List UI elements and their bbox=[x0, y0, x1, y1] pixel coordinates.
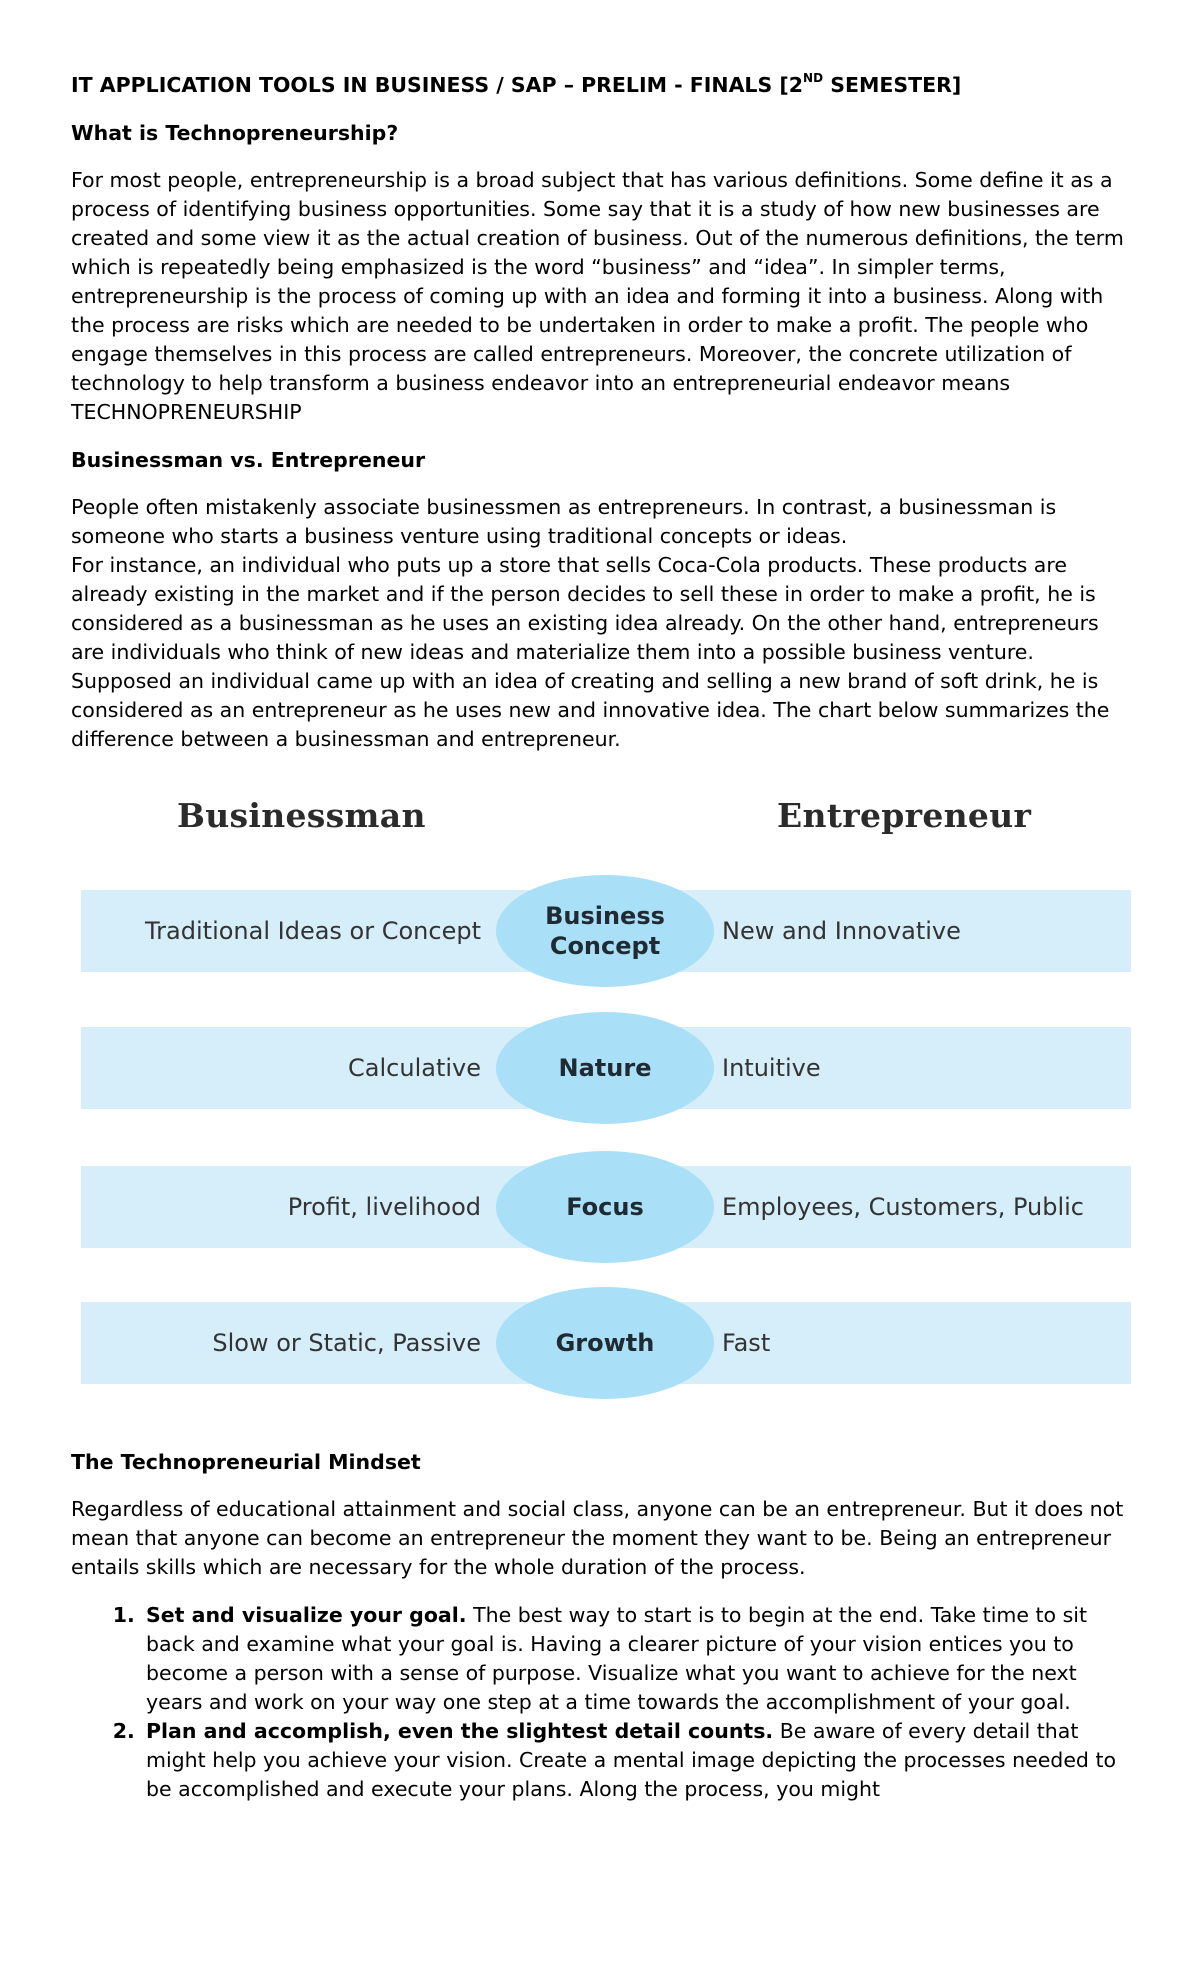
list-item-text: The best way to start is to begin at the end. Take time to sit back and examine what your goal is. Having a clearer picture of your vision entices you to become a person with a sense of purpose. Visualize what you want to achieve for the next years and work on your way one step at a time towards the accomplishment of your goal. bbox=[146, 1602, 1088, 1714]
businessman-trait: Profit, livelihood bbox=[287, 1192, 481, 1221]
heading-what-is-technopreneurship: What is Technopreneurship? bbox=[71, 120, 399, 145]
paragraph-instance: For instance, an individual who puts up a store that sells Coca-Cola products. These products are already existing in the market and if the person decides to sell these in order to make a profit, he is considered as a businessman as he uses an existing idea already. On the other hand, entrepreneurs are individuals who think of new ideas and materialize them into a possible business venture. Supposed an individual came up with an idea of creating and selling a new brand of soft drink, he is considered as an entrepreneur as he uses new and innovative idea. The chart below summarizes the difference between a businessman and entrepreneur. bbox=[71, 552, 1110, 751]
criterion-oval bbox=[496, 1287, 714, 1399]
heading-businessman-vs-entrepreneur: Businessman vs. Entrepreneur bbox=[71, 447, 426, 472]
list-item-text: Be aware of every detail that might help you achieve your vision. Create a mental image depicting the processes needed to be accomplished and execute your plans. Along the process, you might bbox=[146, 1718, 1117, 1801]
criterion-oval bbox=[496, 1151, 714, 1263]
paragraph-mindset: Regardless of educational attainment and social class, anyone can be an entrepreneur. But it does not mean that anyone can become an entrepreneur the moment they want to be. Being an entrepreneur entails skills which are necessary for the whole duration of the process. bbox=[71, 1496, 1124, 1579]
entrepreneur-trait: Intuitive bbox=[722, 1053, 821, 1082]
entrepreneur-trait: New and Innovative bbox=[722, 916, 961, 945]
document-page bbox=[71, 66, 1131, 1804]
list-item-title: Plan and accomplish, even the slightest detail counts. bbox=[146, 1718, 774, 1743]
criterion-oval bbox=[496, 1012, 714, 1124]
mindset-list bbox=[71, 1601, 1131, 1804]
heading-technopreneurial-mindset: The Technopreneurial Mindset bbox=[71, 1449, 421, 1474]
list-item bbox=[142, 1601, 1131, 1717]
criterion-label: Growth bbox=[555, 1328, 655, 1357]
entrepreneur-trait: Fast bbox=[722, 1328, 771, 1357]
businessman-trait: Traditional Ideas or Concept bbox=[145, 916, 481, 945]
businessman-column-heading: Businessman bbox=[177, 795, 426, 835]
entrepreneur-column-heading: Entrepreneur bbox=[777, 795, 1032, 835]
list-item-title: Set and visualize your goal. bbox=[146, 1602, 467, 1627]
paragraph-businessman: People often mistakenly associate businessmen as entrepreneurs. In contrast, a businessman is someone who starts a business venture using traditional concepts or ideas. bbox=[71, 494, 1057, 548]
criterion-oval bbox=[496, 875, 714, 987]
entrepreneur-trait: Employees, Customers, Public bbox=[722, 1192, 1084, 1221]
businessman-trait: Calculative bbox=[348, 1053, 481, 1082]
criterion-label: Focus bbox=[566, 1192, 644, 1221]
businessman-trait: Slow or Static, Passive bbox=[212, 1328, 481, 1357]
title-superscript: ND bbox=[803, 71, 824, 85]
comparison-diagram bbox=[71, 778, 1131, 1418]
criterion-label: Nature bbox=[558, 1053, 652, 1082]
document-title: IT APPLICATION TOOLS IN BUSINESS / SAP – PRELIM - FINALS [2ND SEMESTER] bbox=[71, 71, 962, 97]
paragraph-definition: For most people, entrepreneurship is a broad subject that has various definitions. Some define it as a process of identifying business opportunities. Some say that it is a study of how new businesses are created and some view it as the actual creation of business. Out of the numerous definitions, the term which is repeatedly being emphasized is the word “business” and “idea”. In simpler terms, entrepreneurship is the process of coming up with an idea and forming it into a business. Along with the process are risks which are needed to be undertaken in order to make a profit. The people who engage themselves in this process are called entrepreneurs. Moreover, the concrete utilization of technology to help transform a business endeavor into an entrepreneurial endeavor means TECHNOPRENEURSHIP bbox=[71, 167, 1124, 424]
list-item bbox=[142, 1717, 1131, 1804]
criterion-label: Business Concept bbox=[545, 901, 665, 960]
